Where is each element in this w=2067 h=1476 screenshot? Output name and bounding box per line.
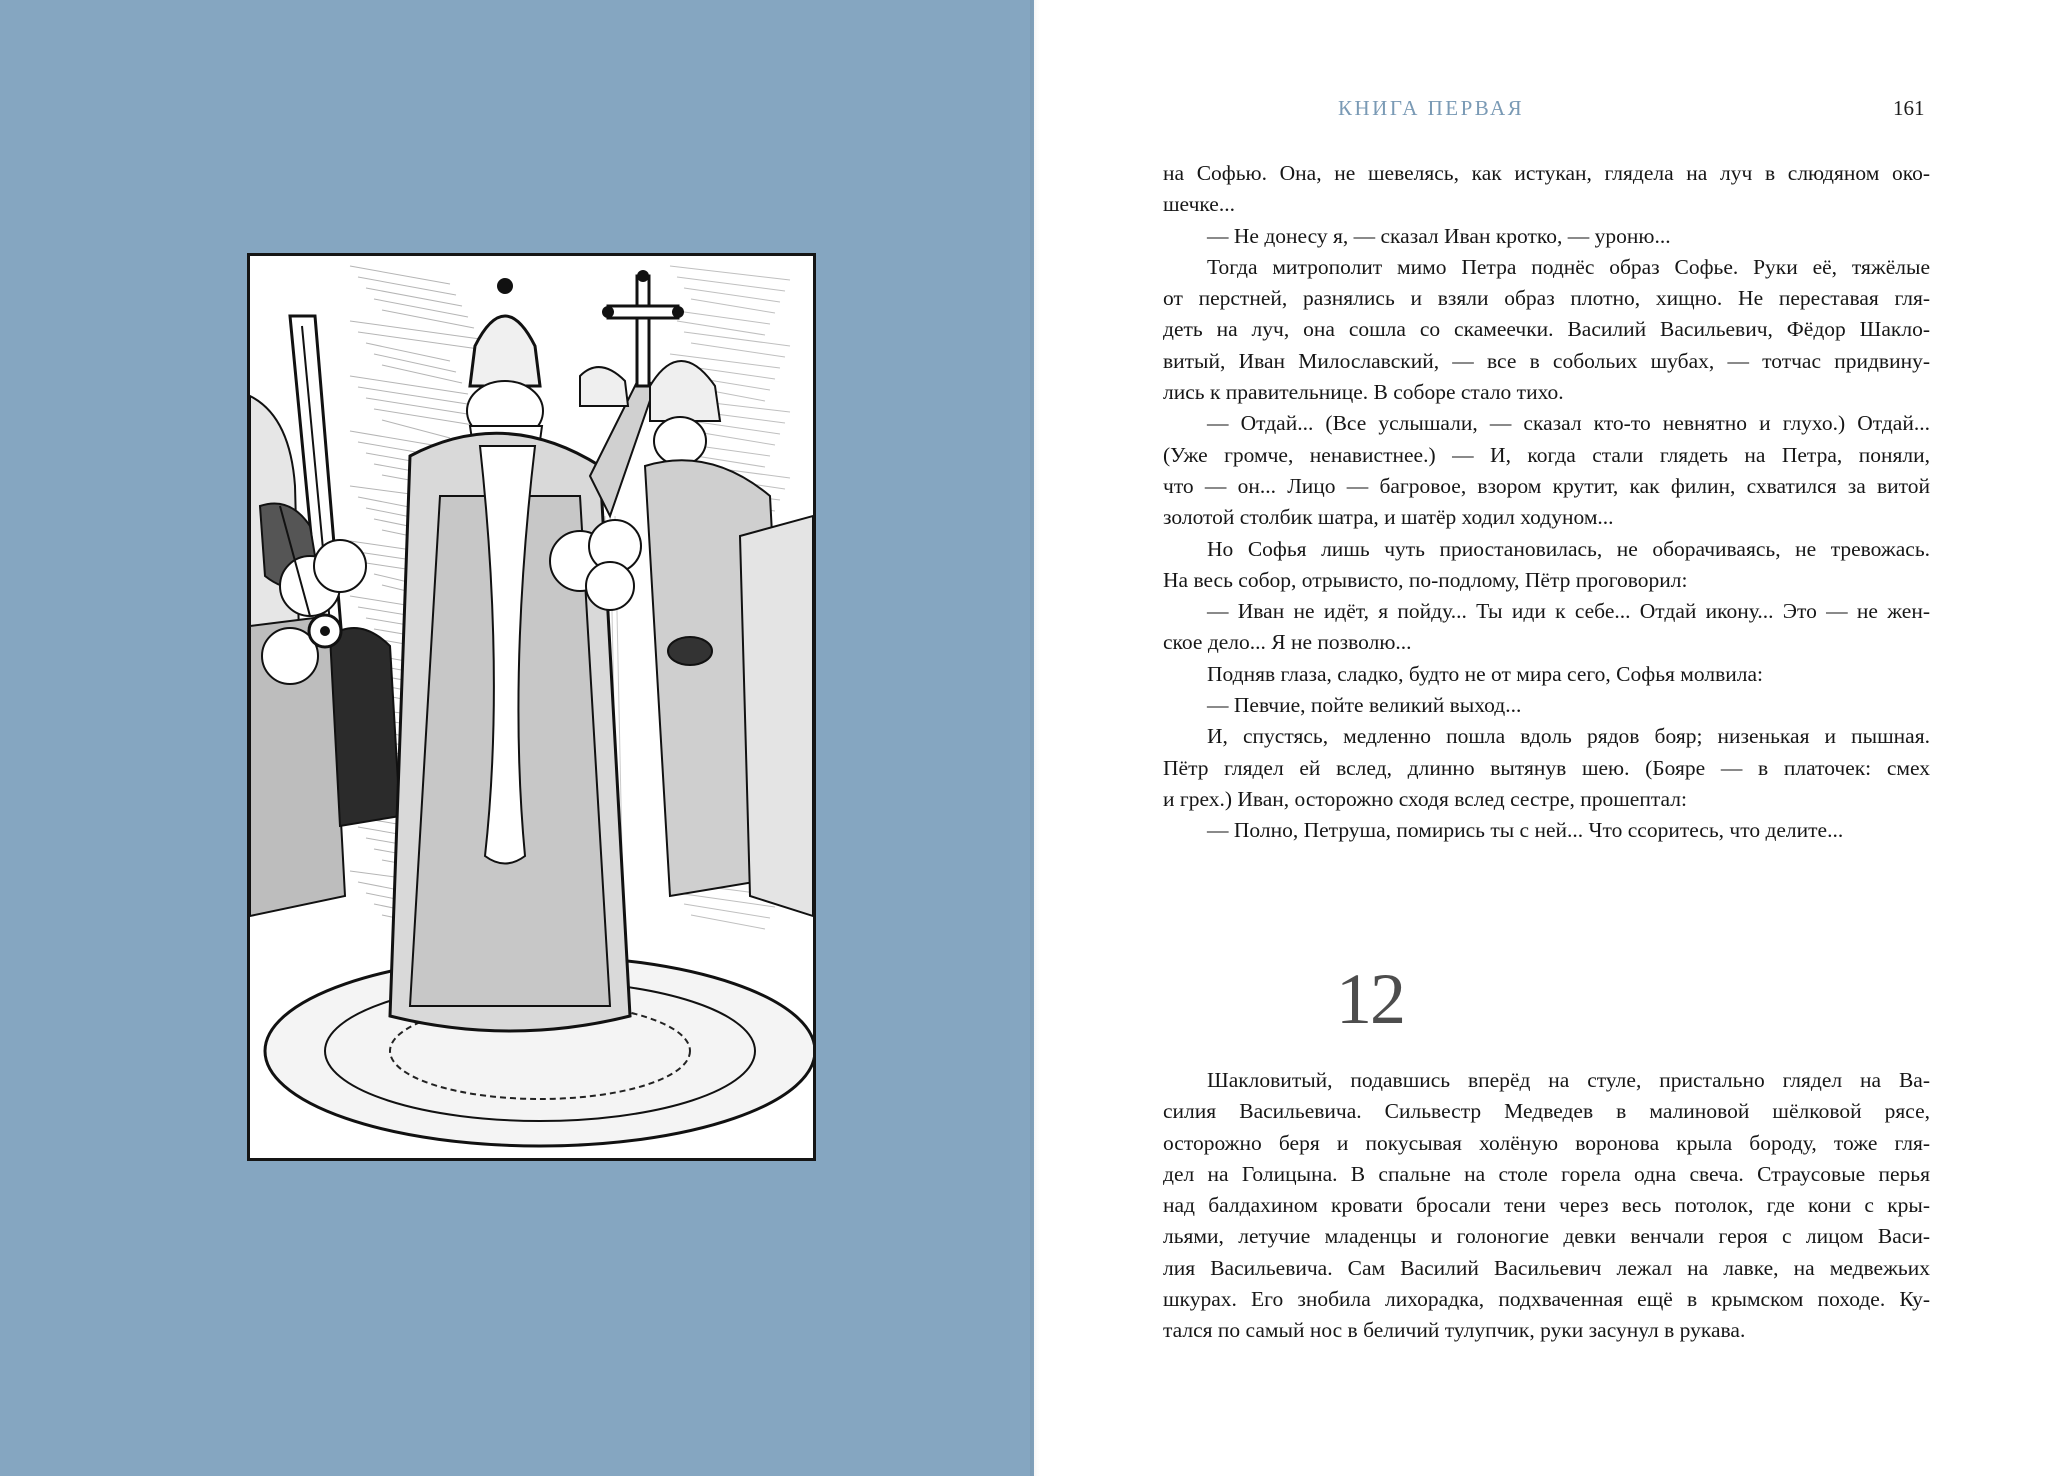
text-line: деть на луч, она сошла со скамеечки. Василий Васильевич, Фёдор Шакло-: [1163, 317, 1930, 342]
text-line: силия Васильевича. Сильвестр Медведев в малиновой шёлковой рясе,: [1163, 1099, 1930, 1124]
chapter-number: 12: [1336, 959, 1404, 1039]
page-number: 161: [1893, 96, 1925, 120]
text-line: — Певчие, пойте великий выход...: [1207, 693, 1522, 718]
text-line: льями, летучие младенцы и голоногие девки венчали героя с лицом Васи-: [1163, 1224, 1930, 1249]
text-line: — Отдай... (Все услышали, — сказал кто-то невнятно и глухо.) Отдай...: [1207, 411, 1930, 436]
text-line: и грех.) Иван, осторожно сходя вслед сестре, прошептал:: [1163, 786, 1687, 811]
text-line: Подняв глаза, сладко, будто не от мира сего, Софья молвила:: [1207, 661, 1763, 686]
text-line: осторожно беря и покусывая холёную воронова крыла бороду, тоже гля-: [1163, 1130, 1930, 1155]
text-line: от перстней, разнялись и взяли образ плотно, хищно. Не переставая гля-: [1163, 286, 1930, 311]
text-line: витый, Иван Милославский, — все в собольих шубах, — тотчас придвину-: [1163, 348, 1930, 373]
text-line: лия Васильевича. Сам Василий Васильевич лежал на лавке, на медвежьих: [1163, 1255, 1930, 1280]
text-line: Тогда митрополит мимо Петра поднёс образ Софье. Руки её, тяжёлые: [1207, 254, 1930, 279]
text-line: Шакловитый, подавшись вперёд на стуле, пристально глядел на Ва-: [1207, 1068, 1930, 1092]
text-line: (Уже громче, ненавистнее.) — И, когда стали глядеть на Петра, поняли,: [1163, 442, 1930, 467]
text-line: на Софью. Она, не шевелясь, как истукан, глядела на луч в слюдяном око-: [1163, 161, 1930, 185]
text-line: — Не донесу я, — сказал Иван кротко, — уроню...: [1207, 223, 1671, 248]
text-line: тался по самый нос в беличий тулупчик, руки засунул в рукава.: [1163, 1318, 1746, 1343]
text-line: И, спустясь, медленно пошла вдоль рядов бояр; низенькая и пышная.: [1207, 724, 1930, 749]
text-line: ское дело... Я не позволю...: [1163, 630, 1412, 655]
text-line: — Полно, Петруша, помирись ты с ней... Что ссоритесь, что делите...: [1207, 818, 1844, 843]
text-line: лись к правительнице. В соборе стало тихо.: [1163, 380, 1564, 405]
text-line: над балдахином кровати бросали тени через весь потолок, где кони с кры-: [1163, 1193, 1930, 1218]
running-head: КНИГА ПЕРВАЯ: [1338, 96, 1525, 120]
text-line: Пётр глядел ей вслед, длинно вытянув шею. (Бояре — в платочек: смех: [1163, 755, 1930, 780]
illustration-drawing: [250, 256, 813, 1158]
text-line: шечке...: [1163, 192, 1235, 217]
text-line: шкурах. Его знобила лихорадка, подхваченная ещё в крымском походе. Ку-: [1163, 1287, 1930, 1312]
text-line: золотой столбик шатра, и шатёр ходил ходуном...: [1163, 505, 1614, 530]
text-line: — Иван не идёт, я пойду... Ты иди к себе... Отдай икону... Это — не жен-: [1207, 599, 1930, 624]
text-line: Но Софья лишь чуть приостановилась, не оборачиваясь, не тревожась.: [1207, 536, 1930, 561]
text-block-before-chapter: [1163, 158, 1930, 847]
engraving-illustration: [247, 253, 816, 1161]
text-block-after-chapter: [1163, 1065, 1930, 1347]
text-line: дел на Голицына. В спальне на столе горела одна свеча. Страусовые перья: [1163, 1161, 1930, 1186]
text-line: что — он... Лицо — багровое, взором крутит, как филин, схватился за витой: [1163, 473, 1930, 498]
text-line: На весь собор, отрывисто, по-подлому, Пётр проговорил:: [1163, 567, 1688, 592]
